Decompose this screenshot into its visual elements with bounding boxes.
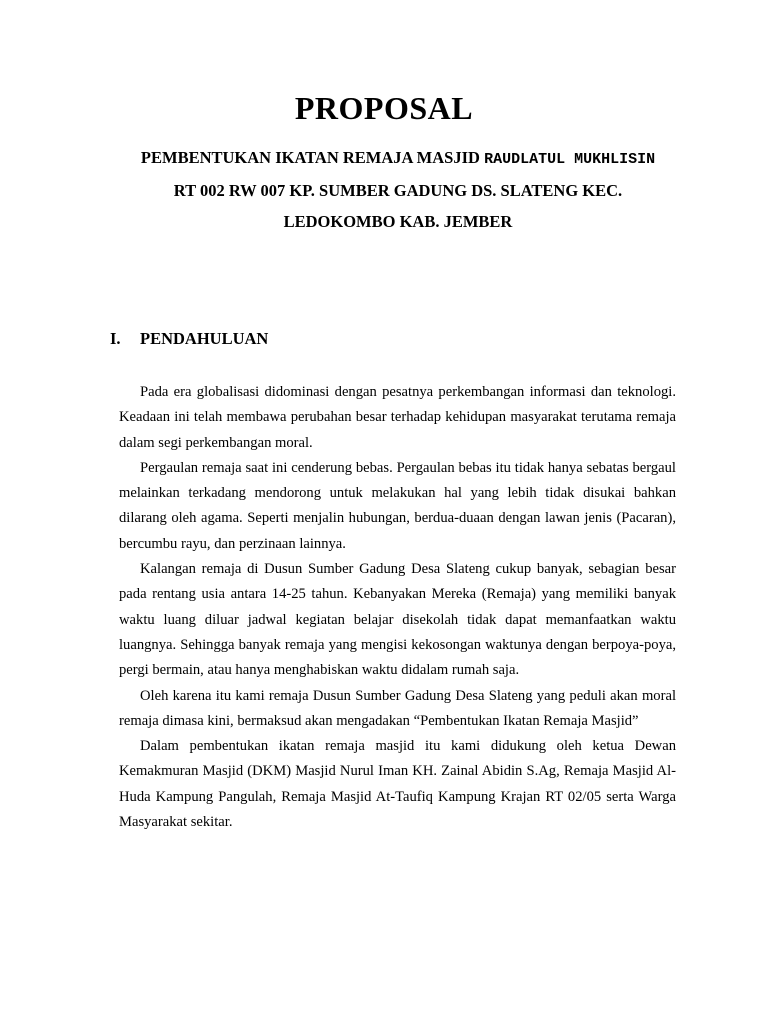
body-paragraph: Dalam pembentukan ikatan remaja masjid itu kami didukung oleh ketua Dewan Kemakmuran Masjid (DKM) Masjid Nurul Iman KH. Zainal Abidin S.Ag, Remaja Masjid Al-Huda Kampung Pangulah, Remaja Masjid At-Taufiq Kampung Krajan RT 02/05 serta Warga Masyarakat sekitar. [119, 738, 676, 831]
document-title: PROPOSAL [294, 90, 474, 126]
subtitle-line-1 [100, 142, 696, 175]
subtitle-line-2: RT 002 RW 007 KP. SUMBER GADUNG DS. SLATENG KEC. [173, 181, 623, 200]
subtitle-line-1-serif: PEMBENTUKAN IKATAN REMAJA MASJID [140, 148, 480, 167]
section-heading [110, 326, 268, 352]
body-paragraph: Pergaulan remaja saat ini cenderung bebas. Pergaulan bebas itu tidak hanya sebatas bergaul melainkan terkadang mendorong untuk melakukan hal yang lebih tidak disukai bahkan dilarang oleh agama. Seperti menjalin hubungan, berdua-duaan dengan lawan jenis (Pacaran), bercumbu rayu, dan perzinaan lainnya. [119, 459, 676, 552]
subtitle-line-1-mono: RAUDLATUL MUKHLISIN [484, 151, 656, 168]
body-paragraph: Oleh karena itu kami remaja Dusun Sumber Gadung Desa Slateng yang peduli akan moral remaja dimasa kini, bermaksud akan mengadakan “Pembentukan Ikatan Remaja Masjid” [119, 687, 676, 729]
section-number: I. [110, 329, 121, 348]
body-paragraph: Pada era globalisasi didominasi dengan pesatnya perkembangan informasi dan teknologi. Keadaan ini telah membawa perubahan besar terhadap kehidupan masyarakat terutama remaja dalam segi perkembangan moral. [119, 384, 676, 451]
document-subtitle [100, 142, 696, 237]
section-title: PENDAHULUAN [140, 329, 269, 348]
body-paragraph: Kalangan remaja di Dusun Sumber Gadung Desa Slateng cukup banyak, sebagian besar pada rentang usia antara 14-25 tahun. Kebanyakan Mereka (Remaja) yang memiliki banyak waktu luang diluar jadwal kegiatan belajar disekolah tidak dapat memanfaatkan waktu luangnya. Sehingga banyak remaja yang mengisi kekosongan waktunya dengan berpoya-poya, pergi bermain, atau hanya menghabiskan waktu didalam rumah saja. [119, 561, 676, 679]
subtitle-line-3: LEDOKOMBO KAB. JEMBER [283, 212, 513, 231]
section-body [119, 380, 676, 835]
